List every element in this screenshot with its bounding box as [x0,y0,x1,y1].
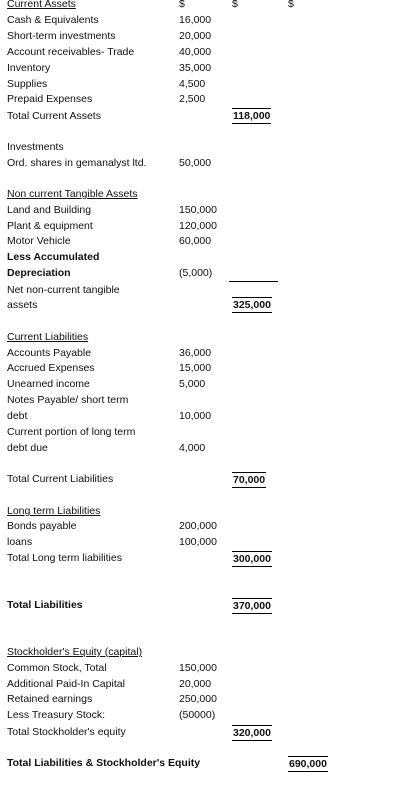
total-current-assets-value: 118,000 [233,110,271,122]
total-equity-label: Total Stockholder's equity [7,726,126,738]
currency-col-2: $ [232,0,238,10]
row-label: Unearned income [7,378,90,390]
grand-total-value: 690,000 [289,758,327,770]
equity-heading: Stockholder's Equity (capital) [7,646,143,658]
row-value: 60,000 [179,235,212,247]
grand-total-label: Total Liabilities & Stockholder's Equity [7,757,201,769]
row-value: 50,000 [179,157,212,169]
investments-heading: Investments [7,141,64,153]
row-value: 100,000 [179,536,217,548]
notes-payable-label-1: Notes Payable/ short term [7,394,129,406]
total-current-liabilities-value: 70,000 [233,474,266,486]
row-label: loans [7,536,33,548]
current-portion-value: 4,000 [179,442,206,454]
row-label: Short-term investments [7,30,116,42]
net-noncurrent-value: 325,000 [233,299,271,311]
row-label: Motor Vehicle [7,235,71,247]
total-current-liabilities-label: Total Current Liabilities [7,473,114,485]
currency-col-3: $ [288,0,294,10]
notes-payable-label-2: debt [7,410,28,422]
less-accumulated-label: Less Accumulated [7,251,100,263]
row-value: 150,000 [179,204,217,216]
currency-col-1: $ [179,0,185,10]
total-liabilities-label: Total Liabilities [7,599,83,611]
row-label: Accrued Expenses [7,362,95,374]
row-label: Land and Building [7,204,92,216]
subtotal-rule [229,281,278,282]
row-label: Accounts Payable [7,347,92,359]
row-label: Bonds payable [7,520,77,532]
row-value: 35,000 [179,62,212,74]
row-value: 20,000 [179,678,212,690]
total-equity-value: 320,000 [233,727,271,739]
row-value: 16,000 [179,14,212,26]
current-portion-label-1: Current portion of long term [7,426,136,438]
row-label: Common Stock, Total [7,662,107,674]
row-value: 40,000 [179,46,212,58]
total-current-assets-label: Total Current Assets [7,110,101,122]
row-value: 20,000 [179,30,212,42]
row-label: Less Treasury Stock: [7,709,106,721]
row-label: Prepaid Expenses [7,93,93,105]
row-value: 5,000 [179,378,206,390]
current-portion-label-2: debt due [7,442,48,454]
row-value: 36,000 [179,347,212,359]
net-noncurrent-label-1: Net non-current tangible [7,284,120,296]
total-long-term-value: 300,000 [233,553,271,565]
depreciation-value: (5,000) [179,267,213,279]
row-value: 150,000 [179,662,217,674]
row-label: Retained earnings [7,693,93,705]
row-value: 15,000 [179,362,212,374]
row-label: Supplies [7,78,48,90]
total-long-term-label: Total Long term liabilities [7,552,122,564]
net-noncurrent-label-2: assets [7,299,38,311]
depreciation-label: Depreciation [7,267,71,279]
current-assets-heading: Current Assets [7,0,76,10]
total-liabilities-value: 370,000 [233,600,271,612]
row-value: 200,000 [179,520,217,532]
row-value: 250,000 [179,693,217,705]
row-value: 4,500 [179,78,206,90]
row-label: Ord. shares in gemanalyst ltd. [7,157,147,169]
row-label: Cash & Equivalents [7,14,99,26]
current-liabilities-heading: Current Liabilities [7,331,89,343]
row-label: Inventory [7,62,51,74]
row-label: Account receivables- Trade [7,46,135,58]
notes-payable-value: 10,000 [179,410,212,422]
row-label: Plant & equipment [7,220,93,232]
row-label: Additional Paid-In Capital [7,678,125,690]
row-value: 2,500 [179,93,206,105]
row-value: 120,000 [179,220,217,232]
long-term-liabilities-heading: Long term Liabilities [7,505,101,517]
row-value: (50000) [179,709,216,721]
non-current-heading: Non current Tangible Assets [7,188,138,200]
